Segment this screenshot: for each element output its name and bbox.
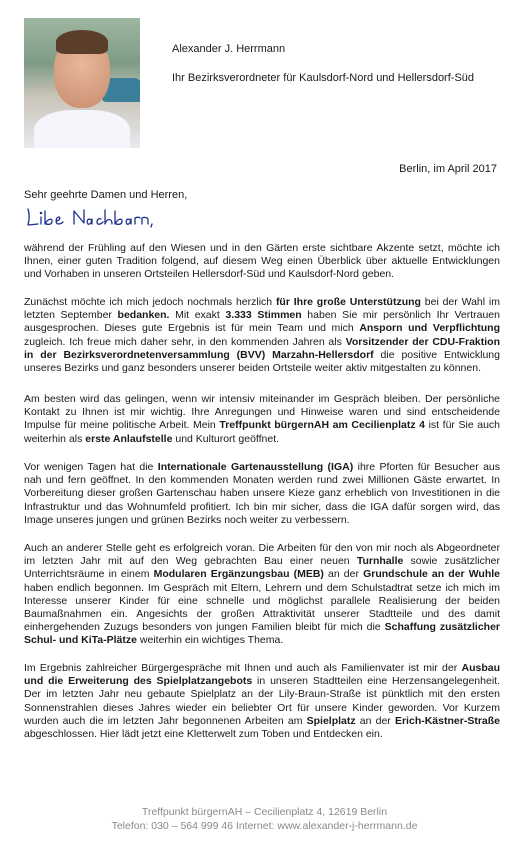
emphasis-text: für Ihre große Unterstützung [275,296,421,308]
paragraph-3 [24,393,500,446]
paragraph-4 [24,461,500,527]
emphasis-text: Ausbau und die Erweiterung des Spielplatzangebots [24,662,500,688]
author-name: Alexander J. Herrmann [172,43,286,55]
body-text: haben endlich begonnen. Im Gespräch mit Eltern, Lehrern und dem Schulstadtrat setze ich mich im Interesse unserer Kinder für eine schnelle und möglichst parallele Realisierung der beiden Baumaßnahmen ein. Angesichts der großen Attraktivität unserer Stadtteile und des damit einhergehenden Zuzugs besonders von jungen Familien bleibt für mich die [24,581,500,634]
body-text: ist für Sie auch weiterhin als [24,419,500,445]
body-text: ihre Pforten für Besucher aus nah und fern geöffnet. In den kommenden Monaten werden rund zwei Millionen Gäste erwartet. In Vorbereitung dieser großen Gartenschau haben unsere Kieze ganz erheblich von Investitionen in die Infrastruktur und das Wohnumfeld profitiert. Ich bin mir sicher, dass die IGA dafür sorgen wird, das Image unseres jungen und grünen Bezirks noch weiter zu verbessern. [24,461,501,526]
body-text: haben Sie mir persönlich Ihr Vertrauen ausgesprochen. Dieses gute Ergebnis ist für mein Team und mich [24,309,500,335]
emphasis-text: Grundschule an der Wuhle [363,568,501,581]
body-text: in unseren Stadtteilen eine Herzensangelegenheit. Der im letzten Jahr neu gebaute Spielplatz an der Lily-Braun-Straße ist pünktlich mit den ersten Sonnenstrahlen dieses Jahres wieder ein beliebter Ort für unsere Kinder geworden. Vor Kurzem wurden auch die im letzten Jahr begonnenen Arbeiten am [24,675,500,727]
body-text: an der [323,568,364,581]
footer-contact: Telefon: 030 – 564 999 46 Internet: www.alexander-j-herrmann.de [111,820,418,832]
letter-date: Berlin, im April 2017 [399,163,497,175]
emphasis-text: Treffpunkt bürgernAH am Cecilienplatz 4 [219,419,426,432]
body-text: während der Frühling auf den Wiesen und in den Gärten erste sichtbare Akzente setzt, möchte ich Ihnen, einer guten Tradition folgend, auf diesem Weg einen Überblick über aktuelle Entwicklungen und Vorhaben in unseren Ortsteilen Hellersdorf-Süd und Kaulsdorf-Nord geben. [24,242,500,281]
body-text: abgeschlossen. Hier lädt jetzt eine Kletterwelt zum Toben und Entdecken ein. [24,728,383,741]
body-text: Im Ergebnis zahlreicher Bürgergespräche mit Ihnen und auch als Familienvater ist mir der [24,662,462,674]
portrait-photo [24,18,140,148]
body-text: zugleich. Ich freue mich daher sehr, in den kommenden Jahren als [24,335,346,348]
emphasis-text: Erich-Kästner-Straße [394,714,500,727]
emphasis-text: erste Anlaufstelle [85,432,173,445]
body-text: sowie zusätzlicher Unterrichtsräume in einem [24,555,500,581]
paragraph-6 [24,662,500,741]
footer-address: Treffpunkt bürgernAH – Cecilienplatz 4, 12619 Berlin [141,806,388,818]
body-text: bei der Wahl im letzten September [24,296,500,322]
emphasis-text: Modularen Ergänzungsbau (MEB) [153,568,324,581]
handwritten-greeting [24,203,154,234]
emphasis-text: Ansporn und Verpflichtung [359,322,500,335]
emphasis-text: Spielplatz [306,714,356,727]
shirt-shape [34,110,130,148]
paragraph-1 [24,242,500,282]
body-text: die positive Entwicklung unseres Bezirks und ganz besonders unserer beiden Ortsteile weiter aktiv mitgestalten zu können. [24,348,500,375]
body-text: Vor wenigen Tagen hat die [24,461,158,473]
emphasis-text: 3.333 Stimmen [225,309,302,322]
author-role: Ihr Bezirksverordneter für Kaulsdorf-Nord und Hellersdorf-Süd [172,72,475,84]
body-text: Am besten wird das gelingen, wenn wir intensiv miteinander im Gespräch bleiben. Der persönliche Kontakt zu Ihnen ist mir wichtig. Ihre Anregungen und Hinweise waren und sind entscheidende Impulse für meine politische Arbeit. Mein [24,393,500,432]
body-text: an der [355,714,395,727]
hair-shape [56,30,108,54]
emphasis-text: Schaffung zusätzlicher Schul- und KiTa-Plätze [24,621,500,647]
emphasis-text: Vorsitzender der CDU-Fraktion in der Bezirksverordnetenversammlung (BVV) Marzahn-Hellersdorf [24,335,500,361]
body-text: weiterhin ein wichtiges Thema. [136,634,284,647]
body-text: und Kulturort geöffnet. [172,432,280,445]
paragraph-2 [24,296,500,375]
body-text: Mit exakt [169,309,226,322]
paragraph-5 [24,542,500,648]
emphasis-text: Turnhalle [356,555,404,568]
salutation: Sehr geehrte Damen und Herren, [24,189,188,201]
emphasis-text: bedanken. [117,309,170,322]
body-text: Zunächst möchte ich mich jedoch nochmals herzlich [24,296,276,308]
body-text: Auch an anderer Stelle geht es erfolgreich voran. Die Arbeiten für den von mir noch als Abgeordneter im letzten Jahr mit auf den Weg gebrachten Bau einer neuen [24,542,500,568]
emphasis-text: Internationale Gartenausstellung (IGA) [157,461,354,473]
